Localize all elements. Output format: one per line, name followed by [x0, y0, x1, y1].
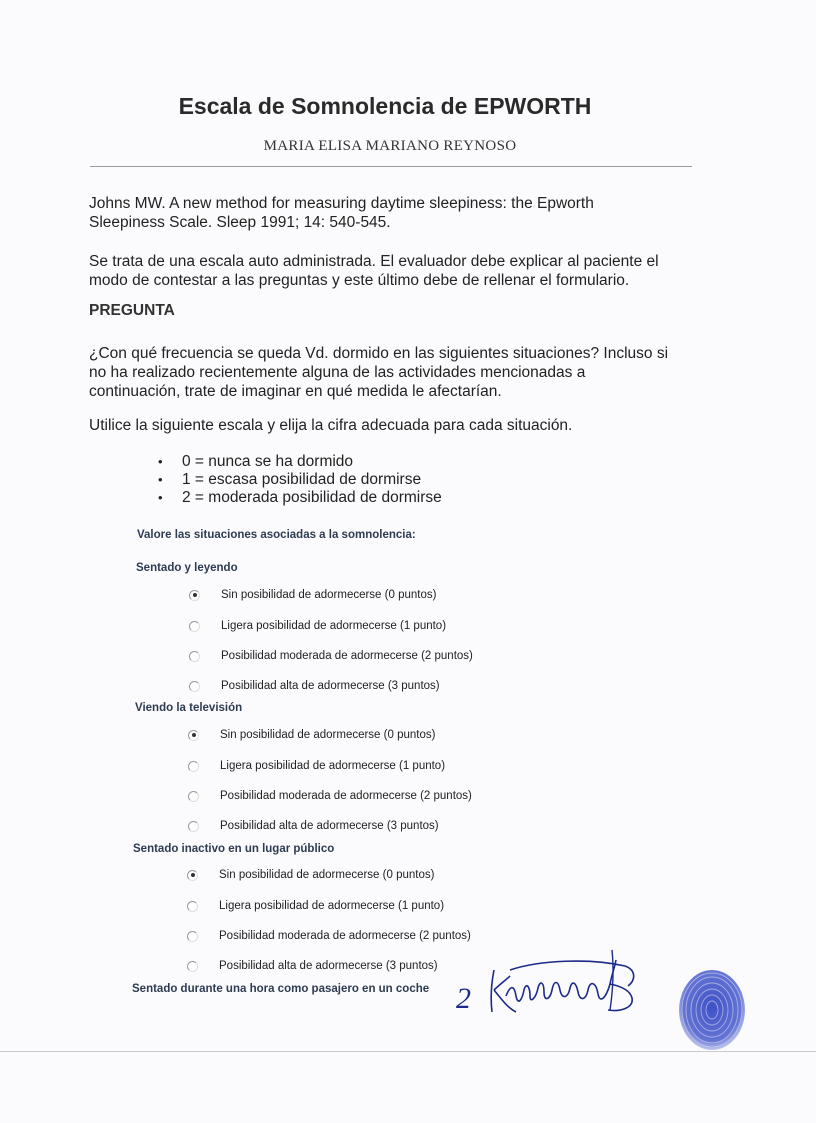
reference-line-2: Sleepiness Scale. Sleep 1991; 14: 540-545. — [89, 214, 391, 231]
option-label: Sin posibilidad de adormecerse (0 puntos) — [219, 869, 435, 881]
radio-button[interactable] — [188, 791, 199, 802]
radio-button[interactable] — [189, 590, 200, 601]
question-line-1: ¿Con qué frecuencia se queda Vd. dormido en las siguientes situaciones? Incluso si — [89, 345, 669, 362]
radio-button[interactable] — [188, 821, 199, 832]
bullet: • — [158, 454, 163, 469]
radio-button[interactable] — [187, 931, 198, 942]
radio-button[interactable] — [189, 681, 200, 692]
question-text — [89, 344, 709, 401]
situation-label-public: Sentado inactivo en un lugar público — [133, 843, 335, 855]
option-reading-2[interactable] — [189, 648, 473, 664]
radio-button[interactable] — [189, 621, 200, 632]
option-public-2[interactable] — [187, 928, 471, 944]
radio-button[interactable] — [187, 901, 198, 912]
option-label: Posibilidad alta de adormecerse (3 puntos) — [220, 820, 439, 832]
option-public-1[interactable] — [187, 898, 444, 914]
question-heading: PREGUNTA — [89, 302, 175, 319]
scale-item-text: 0 = nunca se ha dormido — [182, 453, 354, 470]
handwritten-score: 2 — [456, 982, 471, 1015]
option-label: Sin posibilidad de adormecerse (0 puntos) — [220, 729, 436, 741]
option-tv-0[interactable] — [188, 727, 435, 743]
question-line-3: continuación, trate de imaginar en qué medida le afectarían. — [89, 383, 502, 400]
scale-list — [158, 453, 442, 507]
option-reading-0[interactable] — [189, 587, 436, 603]
admin-line-1: Se trata de una escala auto administrada. El evaluador debe explicar al paciente el — [89, 253, 659, 270]
option-tv-3[interactable] — [188, 818, 439, 834]
scale-instruction: Utilice la siguiente escala y elija la cifra adecuada para cada situación. — [89, 417, 573, 434]
scale-item — [158, 489, 442, 507]
option-label: Posibilidad moderada de adormecerse (2 puntos) — [219, 930, 471, 942]
bullet: • — [158, 472, 163, 487]
form-intro: Valore las situaciones asociadas a la somnolencia: — [137, 529, 416, 541]
radio-button[interactable] — [187, 961, 198, 972]
radio-button[interactable] — [188, 761, 199, 772]
option-label: Posibilidad moderada de adormecerse (2 puntos) — [220, 790, 472, 802]
option-label: Sin posibilidad de adormecerse (0 puntos) — [221, 589, 437, 601]
scale-item — [158, 471, 442, 489]
option-reading-3[interactable] — [189, 678, 440, 694]
radio-button[interactable] — [188, 730, 199, 741]
situation-label-car: Sentado durante una hora como pasajero en un coche — [132, 983, 430, 995]
option-tv-1[interactable] — [188, 758, 445, 774]
bullet: • — [158, 490, 163, 505]
option-tv-2[interactable] — [188, 788, 472, 804]
author-name: MARIA ELISA MARIANO REYNOSO — [263, 138, 517, 154]
reference-citation — [89, 194, 699, 232]
scale-item-text: 2 = moderada posibilidad de dormirse — [182, 489, 442, 506]
option-public-3[interactable] — [187, 958, 438, 974]
situation-label-tv: Viendo la televisión — [135, 702, 243, 714]
admin-line-2: modo de contestar a las preguntas y este último debe de rellenar el formulario. — [89, 272, 630, 289]
option-reading-1[interactable] — [189, 618, 446, 634]
thumbprint-ink — [679, 970, 745, 1050]
scale-item-text: 1 = escasa posibilidad de dormirse — [182, 471, 422, 488]
header-divider — [90, 166, 692, 167]
page-bottom-edge — [0, 1051, 816, 1052]
option-public-0[interactable] — [187, 867, 434, 883]
option-label: Ligera posibilidad de adormecerse (1 punto) — [220, 760, 446, 772]
page-title: Escala de Somnolencia de EPWORTH — [178, 93, 592, 119]
question-line-2: no ha realizado recientemente alguna de las actividades mencionadas a — [89, 364, 586, 381]
reference-line-1: Johns MW. A new method for measuring daytime sleepiness: the Epworth — [89, 195, 594, 212]
situation-label-reading: Sentado y leyendo — [136, 562, 238, 574]
scale-item — [158, 453, 442, 471]
option-label: Posibilidad moderada de adormecerse (2 puntos) — [221, 650, 473, 662]
radio-button[interactable] — [187, 870, 198, 881]
option-label: Ligera posibilidad de adormecerse (1 punto) — [219, 900, 445, 912]
signature — [450, 940, 645, 1020]
option-label: Ligera posibilidad de adormecerse (1 punto) — [221, 620, 447, 632]
thumbprint — [672, 965, 752, 1055]
administration-note — [89, 252, 699, 290]
radio-button[interactable] — [189, 651, 200, 662]
option-label: Posibilidad alta de adormecerse (3 puntos) — [221, 680, 440, 692]
option-label: Posibilidad alta de adormecerse (3 puntos) — [219, 960, 438, 972]
